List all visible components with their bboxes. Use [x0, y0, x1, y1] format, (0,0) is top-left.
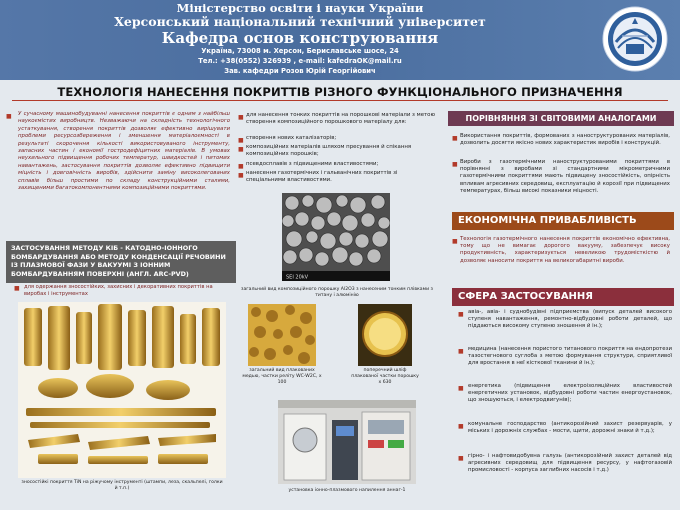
tools-photo: [18, 302, 226, 478]
kib-method-header: ЗАСТОСУВАННЯ МЕТОДУ КІБ - КАТОДНО-ІОННОГО БОМБАРДУВАННЯ АБО МЕТОДУ КОНДЕНСАЦІЇ РЕЧОВИНИ ІЗ ПЛАЗМОВОЇ ФАЗИ У ВАКУУМІ З ІОННИМ БОМБАРДУВАННЯМ ПОВЕРХНІ (АНГЛ. ARC-PVD): [6, 241, 236, 283]
sem-scale-label: SEI 20kV: [286, 274, 309, 281]
econ-paragraph: Технологія газотермічного нанесення покриттів економічно ефективна, тому що не вимагає дорогого вакууму, забезпечує високу продуктивність, характеризується невеликою трудомісткістю й дозволяє наносити покриття на великогабаритні вироби.: [460, 236, 670, 264]
bullet-icon: ■: [238, 146, 244, 153]
bullet-icon: ■: [458, 311, 464, 318]
department-line: Кафедра основ конструювання: [161, 29, 439, 47]
bullet-icon: ■: [452, 161, 458, 168]
compare-paragraph-1: Використання покриттів, формованих з наноструктурованих матеріалів, дозволить досягти якісно нових характеристик виробів і конструкцій.: [460, 133, 670, 147]
compare-paragraph-2: Вироби з газотермічними наноструктурованими покриттями в порівнянні з виробами зі стандартними мікрометричними газотермічними покриттями мають підвищену зносостійкість, опірність впливам агресивних середовищ, експлуатацію й корозії при підвищених температурах, більш високі показники міцності.: [460, 159, 670, 194]
sphere-item-mining: гірно- і нафтовидобувна галузь (антикорозійний захист деталей від агресивних середовищ для підвищення ресурсу, у нафтогазовій промисловості - корпуса заглибних насосів і т.д.): [468, 453, 672, 474]
coating-purpose-text: для одержання зносостійких, захисних і декоративних покриттів на виробах і інструментах: [24, 284, 213, 297]
compare-header: ПОРІВНЯННЯ ЗІ СВІТОВИМИ АНАЛОГАМИ: [448, 111, 674, 126]
plated-powder-caption: загальний вид плакованих медью, частки реліту WC-W2C, x 100: [242, 368, 322, 385]
header-banner: [0, 0, 680, 80]
sem-powder-photo: [282, 193, 390, 281]
bullet-icon: ■: [238, 137, 244, 144]
sphere-item-medicine: медицина (нанесення пористого титанового покриття на ендопротези тазостегнового суглоба з метою формування структури, сприятливої для вростання в неї кісткової тканини й ін.);: [468, 346, 672, 367]
bullet-icon: ■: [458, 348, 464, 355]
department-head-line: Зав. кафедри Розов Юрій Георгійович: [224, 67, 376, 75]
bullet-icon: ■: [452, 238, 458, 245]
powder-item-thermal-coatings: нанесення газотермічних і гальванічних покриттів зі спеціальними властивостями.: [246, 170, 398, 184]
title-divider: [12, 100, 668, 101]
sphere-item-energy: енергетика (підвищення електроізоляційних властивостей енергетичних установок, відбудовні роботи частин енергоустановок, що зношуються, і електродвигунів);: [468, 383, 672, 404]
contact-line: Тел.: +38(0552) 326939 , e-mail: kafedraOK@mail.ru: [198, 57, 402, 65]
powder-item-catalysts: створення нових каталізаторів;: [246, 135, 337, 141]
sem-powder-caption: загальний вид композиційного порошку Al2O3 з нанесеним тонким плівками з титану і алюмінію: [241, 287, 433, 298]
econ-header: ЕКОНОМІЧНА ПРИВАБЛИВІСТЬ: [452, 212, 674, 230]
powder-item-pseudoalloys: псевдосплавів з підвищеними властивостями;: [246, 161, 379, 167]
bullet-icon: ■: [238, 163, 244, 170]
bullet-icon: ■: [238, 172, 244, 179]
bullet-icon: ■: [238, 114, 244, 121]
university-line: Херсонський національний технічний університет: [114, 14, 486, 29]
intro-paragraph: У сучасному машинобудуванні нанесення покриттів є одним з найбільш наукоємістих виробництв. Незважаючи на складність технологічного устаткування, створення покриттів дозволяє ефективно вирішувати проблеми ресурсозбереження і зменшення матеріалоємності в результаті скорочення кількості використовуваного інструменту, запасних частин і економії гостродефіцитних матеріалів. В умовах неухильного підвищення робочих температур, швидкостей і питомих навантажень, застосування покриттів дозволяє ефективно підвищити міцність і довговічність виробів, здійснити заміну високолегованих сплавів більш простими по складу конструкційними сталями, захищеними багатокомпонентними композиційними покриттями.: [18, 111, 230, 192]
bullet-icon: ■: [458, 423, 464, 430]
cross-section-caption: поперечний шліф плакованої частки порошку x 630: [351, 368, 419, 385]
bullet-icon: ■: [458, 455, 464, 462]
powder-item-composites: композиційних матеріалів шляхом пресування й спікання композиційних порошків;: [246, 144, 412, 158]
bullet-icon: ■: [6, 113, 12, 120]
bullet-icon: ■: [14, 285, 20, 292]
cross-section-photo: [358, 304, 412, 366]
ministry-line: Міністерство освіти і науки України: [176, 1, 424, 15]
plasma-machine-caption: установка іонно-плазмового напилення аннаг-1: [288, 488, 406, 493]
powder-intro-text: для нанесення тонких покриттів на порошкові матеріали з метою створення композиційного порошкового матеріалу для:: [246, 112, 435, 126]
plated-powder-photo: [248, 304, 316, 366]
poster-title: ТЕХНОЛОГІЯ НАНЕСЕННЯ ПОКРИТТІВ РІЗНОГО ФУНКЦІОНАЛЬНОГО ПРИЗНАЧЕННЯ: [57, 85, 623, 99]
sphere-item-aviation: авіа-, авіа- і суднобудівні підприємства (випуск деталей високого ступеня навантаження, ремонтно-відбудовні роботи деталей, що піддаються високому ступеню зношення й ін.);: [468, 309, 672, 330]
sphere-header: СФЕРА ЗАСТОСУВАННЯ: [452, 288, 674, 306]
address-line: Україна, 73008 м. Херсон, Бериславське шосе, 24: [201, 47, 399, 55]
sphere-item-utilities: комунальне господарство (антикорозійний захист резервуарів, у міських і дорожніх службах - мости, щити, дорожні знаки й т.д.);: [468, 421, 672, 435]
bullet-icon: ■: [452, 135, 458, 142]
bullet-icon: ■: [458, 385, 464, 392]
university-logo-icon: [602, 6, 668, 72]
tools-photo-caption: зносостійкі покриття TiN на ріжучому інструменті (штампи, леза, скальпелі, голки й т.п.): [21, 480, 223, 491]
plasma-machine-photo: [278, 400, 416, 484]
